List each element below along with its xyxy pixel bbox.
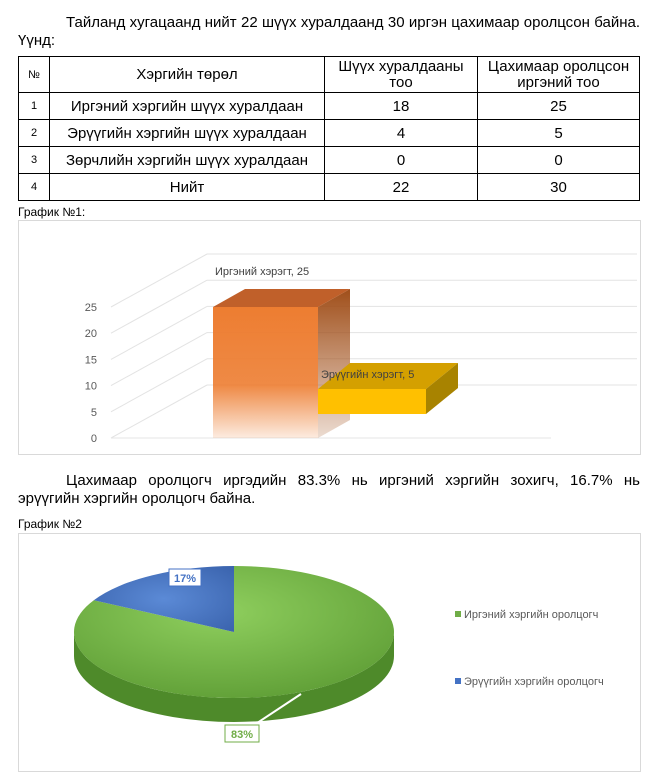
gridline-side: [111, 359, 207, 412]
intro-paragraph: [18, 14, 640, 50]
y-tick-label: 5: [90, 406, 97, 419]
header-case-type: Хэргийн төрөл: [50, 57, 325, 93]
table-cell: 4: [325, 120, 478, 147]
legend-label: Эрүүгийн хэргийн оролцогч: [464, 676, 604, 688]
gridline-side: [111, 254, 207, 307]
y-tick-label: 25: [84, 302, 97, 314]
y-tick-label: 15: [84, 354, 97, 367]
header-number: №: [19, 57, 50, 93]
pie-chart-container: [18, 533, 641, 772]
gridline-side: [111, 280, 207, 333]
bar-side: [318, 289, 350, 438]
table-row: [19, 93, 640, 120]
chart2-caption: График №2: [18, 517, 82, 531]
case-table: [18, 56, 640, 201]
y-tick-label: 0: [90, 433, 97, 445]
header-hearing-count: Шүүх хуралдааны тоо: [325, 57, 478, 93]
table-cell: 22: [325, 174, 478, 201]
table-cell: 1: [19, 93, 50, 120]
table-cell: 0: [478, 147, 640, 174]
data-label: 17%: [173, 573, 197, 585]
legend-swatch: [455, 611, 461, 617]
table-cell: Зөрчлийн хэргийн шүүх хуралдаан: [50, 147, 325, 174]
legend-swatch: [455, 678, 461, 684]
bar-chart-container: [18, 220, 641, 455]
table-cell: Нийт: [50, 174, 325, 201]
data-label: Иргэний хэрэгт, 25: [215, 266, 310, 278]
y-tick-label: 20: [84, 328, 97, 341]
middle-paragraph: [18, 472, 640, 508]
gridline-side: [111, 306, 207, 359]
table-cell: 2: [19, 120, 50, 147]
header-participant-count: Цахимаар оролцсон иргэний тоо: [478, 57, 640, 93]
table-cell: 25: [478, 93, 640, 120]
middle-text: Цахимаар оролцогч иргэдийн 83.3% нь иргэний хэргийн зохигч, 16.7% нь эрүүгийн хэргийн оролцогч байна.: [18, 472, 640, 507]
y-tick-label: 10: [84, 380, 97, 393]
table-cell: 5: [478, 120, 640, 147]
bar: [318, 389, 426, 414]
bar-chart: [19, 221, 640, 454]
data-label: 83%: [230, 729, 254, 741]
table-row: [19, 120, 640, 147]
bar: [213, 307, 318, 438]
table-row: [19, 174, 640, 201]
table-row: [19, 147, 640, 174]
pie-chart: [19, 534, 640, 771]
data-label: Эрүүгийн хэрэгт, 5: [321, 369, 415, 381]
table-cell: Иргэний хэргийн шүүх хуралдаан: [50, 93, 325, 120]
chart1-caption: График №1:: [18, 205, 86, 219]
table-cell: Эрүүгийн хэргийн шүүх хуралдаан: [50, 120, 325, 147]
legend-label: Иргэний хэргийн оролцогч: [464, 609, 599, 621]
table-cell: 18: [325, 93, 478, 120]
gridline-side: [111, 333, 207, 386]
table-cell: 4: [19, 174, 50, 201]
gridline-side: [111, 385, 207, 438]
table-cell: 0: [325, 147, 478, 174]
table-cell: 30: [478, 174, 640, 201]
table-cell: 3: [19, 147, 50, 174]
intro-text: Тайланд хугацаанд нийт 22 шүүх хуралдаанд 30 иргэн цахимаар оролцсон байна. Үүнд:: [18, 14, 640, 49]
table-header-row: [19, 57, 640, 93]
